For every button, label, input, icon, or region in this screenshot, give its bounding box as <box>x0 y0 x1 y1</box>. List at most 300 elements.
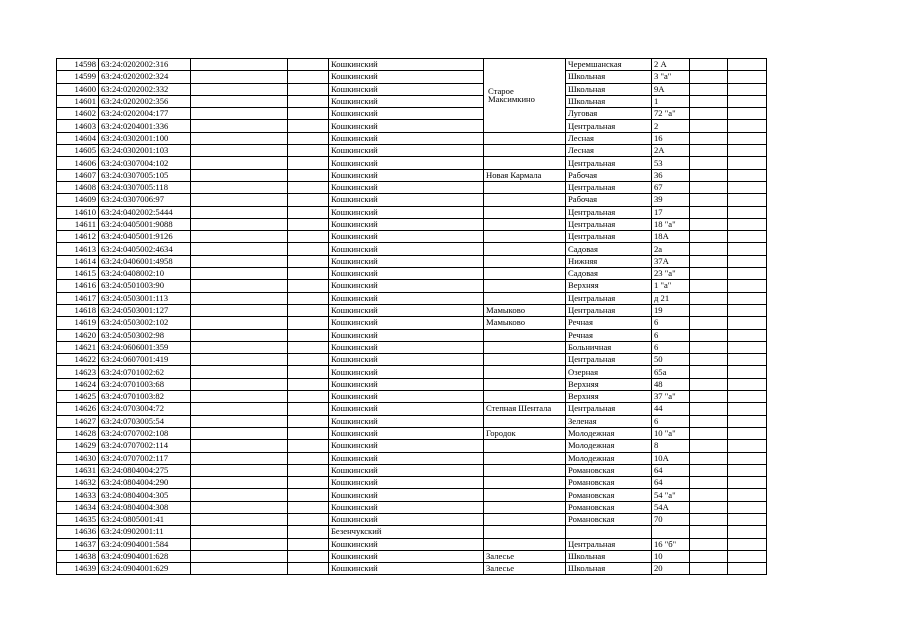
locality-cell: Мамыково <box>484 317 566 329</box>
empty-cell <box>288 71 329 83</box>
row-number-cell: 14607 <box>57 169 99 181</box>
empty-cell <box>728 181 767 193</box>
empty-cell <box>728 403 767 415</box>
table-row <box>57 378 767 390</box>
house-number-cell: 72 "а" <box>652 108 690 120</box>
row-number-cell: 14603 <box>57 120 99 132</box>
row-number-cell: 14606 <box>57 157 99 169</box>
empty-cell <box>191 452 288 464</box>
empty-cell <box>728 206 767 218</box>
empty-cell <box>191 169 288 181</box>
cadastral-number-cell: 63:24:0902001:11 <box>99 526 191 538</box>
empty-cell <box>728 83 767 95</box>
table-row <box>57 108 767 120</box>
empty-cell <box>690 83 728 95</box>
district-cell: Кошкинский <box>329 366 484 378</box>
empty-cell <box>288 108 329 120</box>
district-cell: Кошкинский <box>329 255 484 267</box>
table-row <box>57 415 767 427</box>
cadastral-number-cell: 63:24:0701003:68 <box>99 378 191 390</box>
cadastral-number-cell: 63:24:0202002:324 <box>99 71 191 83</box>
empty-cell <box>191 280 288 292</box>
empty-cell <box>191 550 288 562</box>
cadastral-number-cell: 63:24:0402002:5444 <box>99 206 191 218</box>
street-cell: Лесная <box>566 145 652 157</box>
cadastral-number-cell: 63:24:0202002:356 <box>99 95 191 107</box>
empty-cell <box>728 71 767 83</box>
empty-cell <box>288 489 329 501</box>
district-cell: Кошкинский <box>329 538 484 550</box>
house-number-cell: 37 "а" <box>652 391 690 403</box>
row-number-cell: 14624 <box>57 378 99 390</box>
table-row <box>57 563 767 575</box>
row-number-cell: 14602 <box>57 108 99 120</box>
street-cell: Центральная <box>566 403 652 415</box>
table-row <box>57 231 767 243</box>
empty-cell <box>690 169 728 181</box>
district-cell: Кошкинский <box>329 132 484 144</box>
cadastral-number-cell: 63:24:0307005:118 <box>99 181 191 193</box>
row-number-cell: 14600 <box>57 83 99 95</box>
empty-cell <box>288 403 329 415</box>
property-table <box>56 58 767 575</box>
street-cell: Школьная <box>566 95 652 107</box>
empty-cell <box>288 280 329 292</box>
table-row <box>57 95 767 107</box>
house-number-cell: 2 <box>652 120 690 132</box>
house-number-cell: 6 <box>652 415 690 427</box>
district-cell: Кошкинский <box>329 71 484 83</box>
row-number-cell: 14599 <box>57 71 99 83</box>
table-row <box>57 181 767 193</box>
table-row <box>57 120 767 132</box>
empty-cell <box>288 218 329 230</box>
empty-cell <box>288 526 329 538</box>
cadastral-number-cell: 63:24:0202002:332 <box>99 83 191 95</box>
cadastral-number-cell: 63:24:0904001:584 <box>99 538 191 550</box>
street-cell: Молодежная <box>566 440 652 452</box>
empty-cell <box>728 304 767 316</box>
empty-cell <box>191 132 288 144</box>
cadastral-number-cell: 63:24:0707002:108 <box>99 427 191 439</box>
table-row <box>57 341 767 353</box>
table-row <box>57 83 767 95</box>
locality-cell <box>484 452 566 464</box>
empty-cell <box>690 71 728 83</box>
row-number-cell: 14626 <box>57 403 99 415</box>
house-number-cell: 2 А <box>652 59 690 71</box>
locality-cell: Мамыково <box>484 304 566 316</box>
empty-cell <box>728 59 767 71</box>
street-cell: Центральная <box>566 181 652 193</box>
empty-cell <box>288 194 329 206</box>
empty-cell <box>728 452 767 464</box>
table-row <box>57 440 767 452</box>
empty-cell <box>728 464 767 476</box>
empty-cell <box>690 181 728 193</box>
empty-cell <box>690 120 728 132</box>
empty-cell <box>728 329 767 341</box>
street-cell: Романовская <box>566 501 652 513</box>
cadastral-number-cell: 63:24:0606001:359 <box>99 341 191 353</box>
empty-cell <box>191 181 288 193</box>
empty-cell <box>728 243 767 255</box>
locality-cell <box>484 268 566 280</box>
table-row <box>57 329 767 341</box>
empty-cell <box>728 391 767 403</box>
empty-cell <box>728 268 767 280</box>
district-cell: Кошкинский <box>329 464 484 476</box>
house-number-cell: 6 <box>652 329 690 341</box>
district-cell: Кошкинский <box>329 145 484 157</box>
empty-cell <box>191 329 288 341</box>
empty-cell <box>288 243 329 255</box>
table-row <box>57 132 767 144</box>
empty-cell <box>690 194 728 206</box>
empty-cell <box>690 145 728 157</box>
street-cell: Рабочая <box>566 194 652 206</box>
empty-cell <box>191 464 288 476</box>
row-number-cell: 14627 <box>57 415 99 427</box>
table-row <box>57 206 767 218</box>
table-row <box>57 59 767 71</box>
empty-cell <box>728 563 767 575</box>
street-cell: Школьная <box>566 71 652 83</box>
street-cell: Школьная <box>566 83 652 95</box>
street-cell: Верхняя <box>566 391 652 403</box>
street-cell: Центральная <box>566 206 652 218</box>
table-row <box>57 218 767 230</box>
cadastral-number-cell: 63:24:0302001:103 <box>99 145 191 157</box>
locality-cell <box>484 440 566 452</box>
row-number-cell: 14613 <box>57 243 99 255</box>
cadastral-number-cell: 63:24:0503002:102 <box>99 317 191 329</box>
empty-cell <box>690 440 728 452</box>
cadastral-number-cell: 63:24:0307004:102 <box>99 157 191 169</box>
street-cell: Озерная <box>566 366 652 378</box>
street-cell: Центральная <box>566 304 652 316</box>
empty-cell <box>690 477 728 489</box>
locality-cell <box>484 489 566 501</box>
row-number-cell: 14608 <box>57 181 99 193</box>
locality-cell: Городок <box>484 427 566 439</box>
empty-cell <box>288 83 329 95</box>
table-row <box>57 304 767 316</box>
empty-cell <box>690 538 728 550</box>
empty-cell <box>728 231 767 243</box>
empty-cell <box>690 464 728 476</box>
street-cell: Молодежная <box>566 452 652 464</box>
empty-cell <box>690 280 728 292</box>
cadastral-number-cell: 63:24:0904001:628 <box>99 550 191 562</box>
street-cell: Черемшанская <box>566 59 652 71</box>
locality-cell <box>484 378 566 390</box>
empty-cell <box>191 489 288 501</box>
empty-cell <box>690 403 728 415</box>
empty-cell <box>191 231 288 243</box>
table-row <box>57 157 767 169</box>
cadastral-number-cell: 63:24:0503002:98 <box>99 329 191 341</box>
empty-cell <box>288 292 329 304</box>
house-number-cell: 23 "а" <box>652 268 690 280</box>
cadastral-number-cell: 63:24:0703005:54 <box>99 415 191 427</box>
locality-cell <box>484 181 566 193</box>
empty-cell <box>728 550 767 562</box>
house-number-cell: 54 "а" <box>652 489 690 501</box>
street-cell: Больничная <box>566 341 652 353</box>
empty-cell <box>690 329 728 341</box>
empty-cell <box>690 231 728 243</box>
empty-cell <box>728 292 767 304</box>
empty-cell <box>690 304 728 316</box>
empty-cell <box>191 108 288 120</box>
row-number-cell: 14628 <box>57 427 99 439</box>
empty-cell <box>728 194 767 206</box>
locality-cell <box>484 255 566 267</box>
locality-cell <box>484 415 566 427</box>
district-cell: Кошкинский <box>329 157 484 169</box>
empty-cell <box>690 366 728 378</box>
house-number-cell: 6 <box>652 317 690 329</box>
empty-cell <box>191 341 288 353</box>
street-cell: Верхняя <box>566 378 652 390</box>
district-cell: Кошкинский <box>329 391 484 403</box>
merged-locality-label: Старое Максимкино <box>488 87 535 104</box>
cadastral-number-cell: 63:24:0405001:9088 <box>99 218 191 230</box>
empty-cell <box>690 563 728 575</box>
table-row <box>57 477 767 489</box>
table-row <box>57 292 767 304</box>
row-number-cell: 14632 <box>57 477 99 489</box>
empty-cell <box>690 132 728 144</box>
house-number-cell: 65а <box>652 366 690 378</box>
empty-cell <box>690 501 728 513</box>
empty-cell <box>728 341 767 353</box>
cadastral-number-cell: 63:24:0707002:114 <box>99 440 191 452</box>
empty-cell <box>288 157 329 169</box>
empty-cell <box>191 243 288 255</box>
empty-cell <box>288 59 329 71</box>
empty-cell <box>288 231 329 243</box>
district-cell: Кошкинский <box>329 317 484 329</box>
house-number-cell: 64 <box>652 464 690 476</box>
empty-cell <box>288 317 329 329</box>
house-number-cell: 3 "а" <box>652 71 690 83</box>
street-cell: Романовская <box>566 489 652 501</box>
locality-cell <box>484 145 566 157</box>
row-number-cell: 14620 <box>57 329 99 341</box>
street-cell: Лесная <box>566 132 652 144</box>
district-cell: Кошкинский <box>329 59 484 71</box>
locality-cell <box>484 513 566 525</box>
locality-cell: Залесье <box>484 550 566 562</box>
empty-cell <box>690 268 728 280</box>
cadastral-number-cell: 63:24:0707002:117 <box>99 452 191 464</box>
house-number-cell: 2А <box>652 145 690 157</box>
cadastral-number-cell: 63:24:0701002:62 <box>99 366 191 378</box>
district-cell: Кошкинский <box>329 513 484 525</box>
house-number-cell: 70 <box>652 513 690 525</box>
empty-cell <box>690 415 728 427</box>
empty-cell <box>191 157 288 169</box>
table-row <box>57 354 767 366</box>
row-number-cell: 14633 <box>57 489 99 501</box>
empty-cell <box>690 206 728 218</box>
table-row <box>57 280 767 292</box>
row-number-cell: 14634 <box>57 501 99 513</box>
empty-cell <box>690 317 728 329</box>
empty-cell <box>728 255 767 267</box>
empty-cell <box>728 489 767 501</box>
empty-cell <box>690 243 728 255</box>
locality-cell <box>484 366 566 378</box>
row-number-cell: 14639 <box>57 563 99 575</box>
locality-cell <box>484 341 566 353</box>
empty-cell <box>191 563 288 575</box>
empty-cell <box>690 292 728 304</box>
empty-cell <box>690 354 728 366</box>
row-number-cell: 14609 <box>57 194 99 206</box>
empty-cell <box>728 120 767 132</box>
empty-cell <box>288 255 329 267</box>
cadastral-number-cell: 63:24:0804004:308 <box>99 501 191 513</box>
empty-cell <box>288 354 329 366</box>
cadastral-number-cell: 63:24:0405001:9126 <box>99 231 191 243</box>
row-number-cell: 14605 <box>57 145 99 157</box>
cadastral-number-cell: 63:24:0805001:41 <box>99 513 191 525</box>
district-cell: Кошкинский <box>329 95 484 107</box>
row-number-cell: 14618 <box>57 304 99 316</box>
district-cell: Кошкинский <box>329 83 484 95</box>
table-row <box>57 255 767 267</box>
district-cell: Кошкинский <box>329 329 484 341</box>
row-number-cell: 14614 <box>57 255 99 267</box>
street-cell: Луговая <box>566 108 652 120</box>
row-number-cell: 14619 <box>57 317 99 329</box>
row-number-cell: 14598 <box>57 59 99 71</box>
street-cell: Садовая <box>566 243 652 255</box>
house-number-cell: 48 <box>652 378 690 390</box>
empty-cell <box>191 513 288 525</box>
locality-cell <box>484 280 566 292</box>
house-number-cell: 1 "а" <box>652 280 690 292</box>
empty-cell <box>728 538 767 550</box>
locality-cell: Новая Кармала <box>484 169 566 181</box>
row-number-cell: 14616 <box>57 280 99 292</box>
table-row <box>57 268 767 280</box>
empty-cell <box>191 378 288 390</box>
empty-cell <box>728 145 767 157</box>
empty-cell <box>191 304 288 316</box>
street-cell: Молодежная <box>566 427 652 439</box>
empty-cell <box>288 145 329 157</box>
cadastral-number-cell: 63:24:0804004:290 <box>99 477 191 489</box>
cadastral-number-cell: 63:24:0701003:82 <box>99 391 191 403</box>
locality-cell <box>484 243 566 255</box>
house-number-cell: 18А <box>652 231 690 243</box>
district-cell: Кошкинский <box>329 341 484 353</box>
empty-cell <box>288 538 329 550</box>
district-cell: Кошкинский <box>329 550 484 562</box>
street-cell: Романовская <box>566 477 652 489</box>
house-number-cell: 10А <box>652 452 690 464</box>
row-number-cell: 14615 <box>57 268 99 280</box>
cadastral-number-cell: 63:24:0804004:275 <box>99 464 191 476</box>
empty-cell <box>690 452 728 464</box>
empty-cell <box>728 108 767 120</box>
row-number-cell: 14635 <box>57 513 99 525</box>
cadastral-number-cell: 63:24:0408002:10 <box>99 268 191 280</box>
empty-cell <box>288 415 329 427</box>
empty-cell <box>690 489 728 501</box>
house-number-cell: 54А <box>652 501 690 513</box>
house-number-cell <box>652 526 690 538</box>
empty-cell <box>191 206 288 218</box>
row-number-cell: 14636 <box>57 526 99 538</box>
table-row <box>57 452 767 464</box>
locality-cell <box>484 194 566 206</box>
row-number-cell: 14617 <box>57 292 99 304</box>
table-row <box>57 366 767 378</box>
street-cell: Романовская <box>566 464 652 476</box>
street-cell <box>566 526 652 538</box>
street-cell: Центральная <box>566 231 652 243</box>
empty-cell <box>191 83 288 95</box>
empty-cell <box>690 526 728 538</box>
district-cell: Кошкинский <box>329 403 484 415</box>
empty-cell <box>288 477 329 489</box>
locality-cell-merged <box>484 59 566 133</box>
empty-cell <box>191 526 288 538</box>
table-row <box>57 513 767 525</box>
empty-cell <box>728 366 767 378</box>
district-cell: Кошкинский <box>329 280 484 292</box>
district-cell: Кошкинский <box>329 181 484 193</box>
street-cell: Речная <box>566 329 652 341</box>
empty-cell <box>690 427 728 439</box>
district-cell: Кошкинский <box>329 108 484 120</box>
empty-cell <box>288 95 329 107</box>
locality-cell <box>484 132 566 144</box>
locality-cell <box>484 157 566 169</box>
house-number-cell: 18 "а" <box>652 218 690 230</box>
house-number-cell: 20 <box>652 563 690 575</box>
empty-cell <box>728 415 767 427</box>
house-number-cell: 64 <box>652 477 690 489</box>
house-number-cell: 10 "а" <box>652 427 690 439</box>
empty-cell <box>288 341 329 353</box>
empty-cell <box>690 218 728 230</box>
district-cell: Кошкинский <box>329 268 484 280</box>
locality-cell: Степная Шентала <box>484 403 566 415</box>
locality-cell <box>484 526 566 538</box>
cadastral-number-cell: 63:24:0406001:4958 <box>99 255 191 267</box>
street-cell: Школьная <box>566 550 652 562</box>
street-cell: Центральная <box>566 157 652 169</box>
street-cell: Нижняя <box>566 255 652 267</box>
cadastral-number-cell: 63:24:0405002:4634 <box>99 243 191 255</box>
street-cell: Центральная <box>566 218 652 230</box>
empty-cell <box>191 218 288 230</box>
empty-cell <box>690 157 728 169</box>
row-number-cell: 14601 <box>57 95 99 107</box>
table-row <box>57 403 767 415</box>
empty-cell <box>288 452 329 464</box>
street-cell: Верхняя <box>566 280 652 292</box>
district-cell: Кошкинский <box>329 415 484 427</box>
street-cell: Центральная <box>566 292 652 304</box>
empty-cell <box>728 218 767 230</box>
